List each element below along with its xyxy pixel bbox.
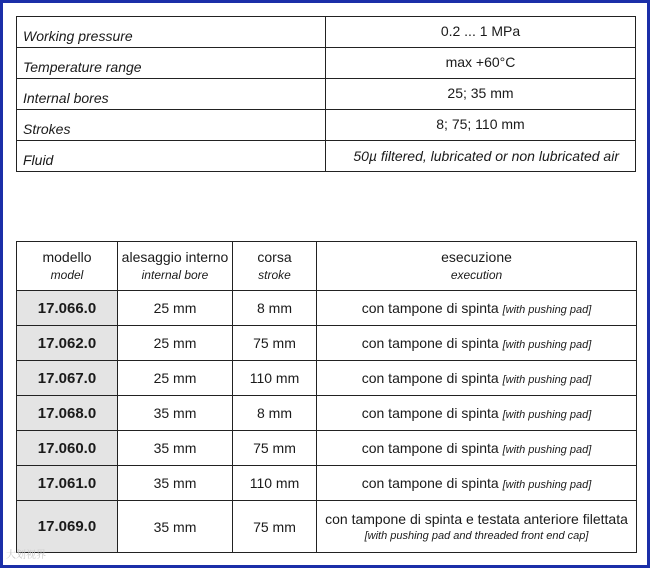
execution-text: con tampone di spinta bbox=[361, 335, 499, 351]
execution-note: [with pushing pad] bbox=[502, 409, 592, 421]
watermark: 大划视界 bbox=[6, 550, 46, 561]
header-main: alesaggio interno bbox=[121, 249, 229, 265]
execution-text: con tampone di spinta bbox=[361, 475, 499, 491]
bore-cell: 35 mm bbox=[118, 501, 233, 553]
execution-note: [with pushing pad] bbox=[502, 479, 592, 491]
execution-cell bbox=[317, 291, 637, 326]
execution-cell bbox=[317, 396, 637, 431]
spec-row bbox=[17, 48, 636, 79]
spec-value: 25; 35 mm bbox=[326, 79, 636, 110]
bore-cell: 25 mm bbox=[118, 361, 233, 396]
model-code: 17.066.0 bbox=[17, 291, 118, 326]
spec-label: Working pressure bbox=[17, 17, 326, 48]
table-row bbox=[17, 326, 637, 361]
execution-note: [with pushing pad] bbox=[502, 339, 592, 351]
bore-cell: 35 mm bbox=[118, 431, 233, 466]
spec-row bbox=[17, 79, 636, 110]
execution-cell bbox=[317, 466, 637, 501]
execution-note: [with pushing pad] bbox=[502, 304, 592, 316]
stroke-cell: 8 mm bbox=[233, 291, 317, 326]
header-sub: execution bbox=[450, 268, 503, 282]
spec-row bbox=[17, 17, 636, 48]
stroke-cell: 110 mm bbox=[233, 466, 317, 501]
spec-value: max +60°C bbox=[326, 48, 636, 79]
execution-cell bbox=[317, 361, 637, 396]
execution-text: con tampone di spinta bbox=[361, 370, 499, 386]
execution-text: con tampone di spinta bbox=[361, 300, 499, 316]
model-code: 17.060.0 bbox=[17, 431, 118, 466]
stroke-cell: 75 mm bbox=[233, 501, 317, 553]
header-main: modello bbox=[42, 249, 92, 265]
spec-value: 50µ filtered, lubricated or non lubricated air bbox=[326, 141, 636, 172]
table-row bbox=[17, 501, 637, 553]
execution-note: [with pushing pad] bbox=[502, 374, 592, 386]
models-table bbox=[16, 241, 637, 553]
execution-cell bbox=[317, 431, 637, 466]
stroke-cell: 8 mm bbox=[233, 396, 317, 431]
spec-value: 8; 75; 110 mm bbox=[326, 110, 636, 141]
bore-cell: 35 mm bbox=[118, 396, 233, 431]
stroke-cell: 75 mm bbox=[233, 326, 317, 361]
spec-label: Strokes bbox=[17, 110, 326, 141]
spec-row bbox=[17, 110, 636, 141]
table-row bbox=[17, 361, 637, 396]
spec-row bbox=[17, 141, 636, 172]
table-row bbox=[17, 431, 637, 466]
stroke-cell: 75 mm bbox=[233, 431, 317, 466]
table-row bbox=[17, 396, 637, 431]
spec-value: 0.2 ... 1 MPa bbox=[326, 17, 636, 48]
execution-text: con tampone di spinta bbox=[361, 440, 499, 456]
header-main: esecuzione bbox=[441, 249, 512, 265]
spec-label: Fluid bbox=[17, 141, 326, 172]
execution-note: [with pushing pad] bbox=[502, 444, 592, 456]
model-code: 17.061.0 bbox=[17, 466, 118, 501]
bore-cell: 25 mm bbox=[118, 291, 233, 326]
column-header-model bbox=[17, 242, 118, 291]
spec-label: Internal bores bbox=[17, 79, 326, 110]
column-header-execution bbox=[317, 242, 637, 291]
model-code: 17.068.0 bbox=[17, 396, 118, 431]
header-sub: stroke bbox=[258, 268, 291, 282]
models-header-row bbox=[17, 242, 637, 291]
execution-cell bbox=[317, 501, 637, 553]
table-row bbox=[17, 466, 637, 501]
bore-cell: 35 mm bbox=[118, 466, 233, 501]
bore-cell: 25 mm bbox=[118, 326, 233, 361]
execution-text: con tampone di spinta bbox=[361, 405, 499, 421]
execution-text: con tampone di spinta e testata anteriore filettata bbox=[325, 511, 628, 527]
execution-cell bbox=[317, 326, 637, 361]
stroke-cell: 110 mm bbox=[233, 361, 317, 396]
model-code: 17.067.0 bbox=[17, 361, 118, 396]
model-code: 17.069.0 bbox=[17, 501, 118, 553]
column-header-bore bbox=[118, 242, 233, 291]
column-header-stroke bbox=[233, 242, 317, 291]
header-sub: internal bore bbox=[141, 268, 209, 282]
header-sub: model bbox=[50, 268, 84, 282]
execution-note: [with pushing pad and threaded front end cap] bbox=[364, 530, 589, 542]
model-code: 17.062.0 bbox=[17, 326, 118, 361]
specifications-table bbox=[16, 16, 636, 172]
header-main: corsa bbox=[257, 249, 292, 265]
spec-label: Temperature range bbox=[17, 48, 326, 79]
table-row bbox=[17, 291, 637, 326]
